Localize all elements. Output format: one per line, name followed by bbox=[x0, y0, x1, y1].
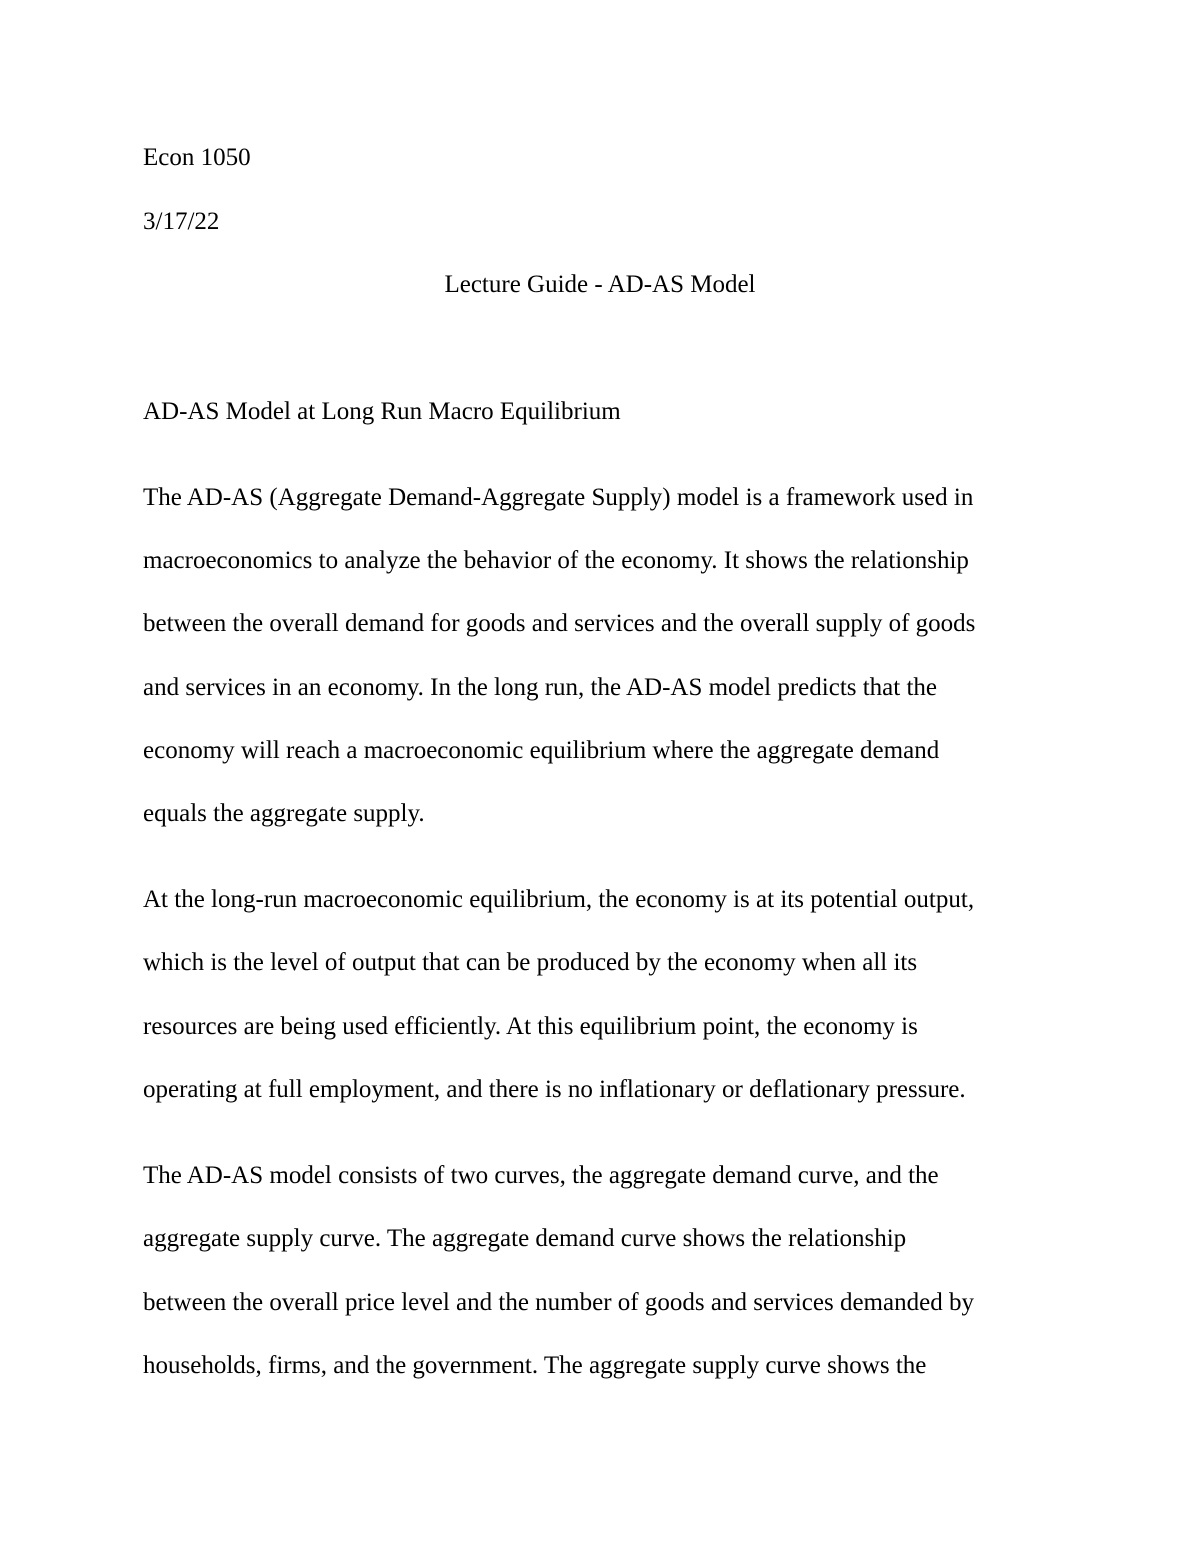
paragraph-line: economy will reach a macroeconomic equilibrium where the aggregate demand bbox=[143, 737, 940, 764]
document-title: Lecture Guide - AD-AS Model bbox=[444, 271, 756, 298]
document-date: 3/17/22 bbox=[143, 208, 220, 235]
paragraph-line: The AD-AS (Aggregate Demand-Aggregate Supply) model is a framework used in bbox=[143, 484, 974, 511]
paragraph-line: households, firms, and the government. The aggregate supply curve shows the bbox=[143, 1352, 927, 1379]
paragraph-line: macroeconomics to analyze the behavior of the economy. It shows the relationship bbox=[143, 547, 969, 574]
course-name: Econ 1050 bbox=[143, 144, 251, 171]
paragraph-line: At the long-run macroeconomic equilibrium, the economy is at its potential output, bbox=[143, 886, 975, 913]
paragraph-line: between the overall price level and the number of goods and services demanded by bbox=[143, 1289, 974, 1316]
paragraph-line: resources are being used efficiently. At this equilibrium point, the economy is bbox=[143, 1013, 918, 1040]
section-heading: AD-AS Model at Long Run Macro Equilibrium bbox=[143, 398, 621, 425]
paragraph-line: equals the aggregate supply. bbox=[143, 800, 425, 827]
paragraph-line: operating at full employment, and there is no inflationary or deflationary pressure. bbox=[143, 1076, 966, 1103]
paragraph-line: which is the level of output that can be produced by the economy when all its bbox=[143, 949, 918, 976]
paragraph-line: The AD-AS model consists of two curves, the aggregate demand curve, and the bbox=[143, 1162, 939, 1189]
paragraph-line: between the overall demand for goods and services and the overall supply of goods bbox=[143, 610, 976, 637]
paragraph-line: and services in an economy. In the long run, the AD-AS model predicts that the bbox=[143, 674, 938, 701]
paragraph-line: aggregate supply curve. The aggregate demand curve shows the relationship bbox=[143, 1225, 907, 1252]
